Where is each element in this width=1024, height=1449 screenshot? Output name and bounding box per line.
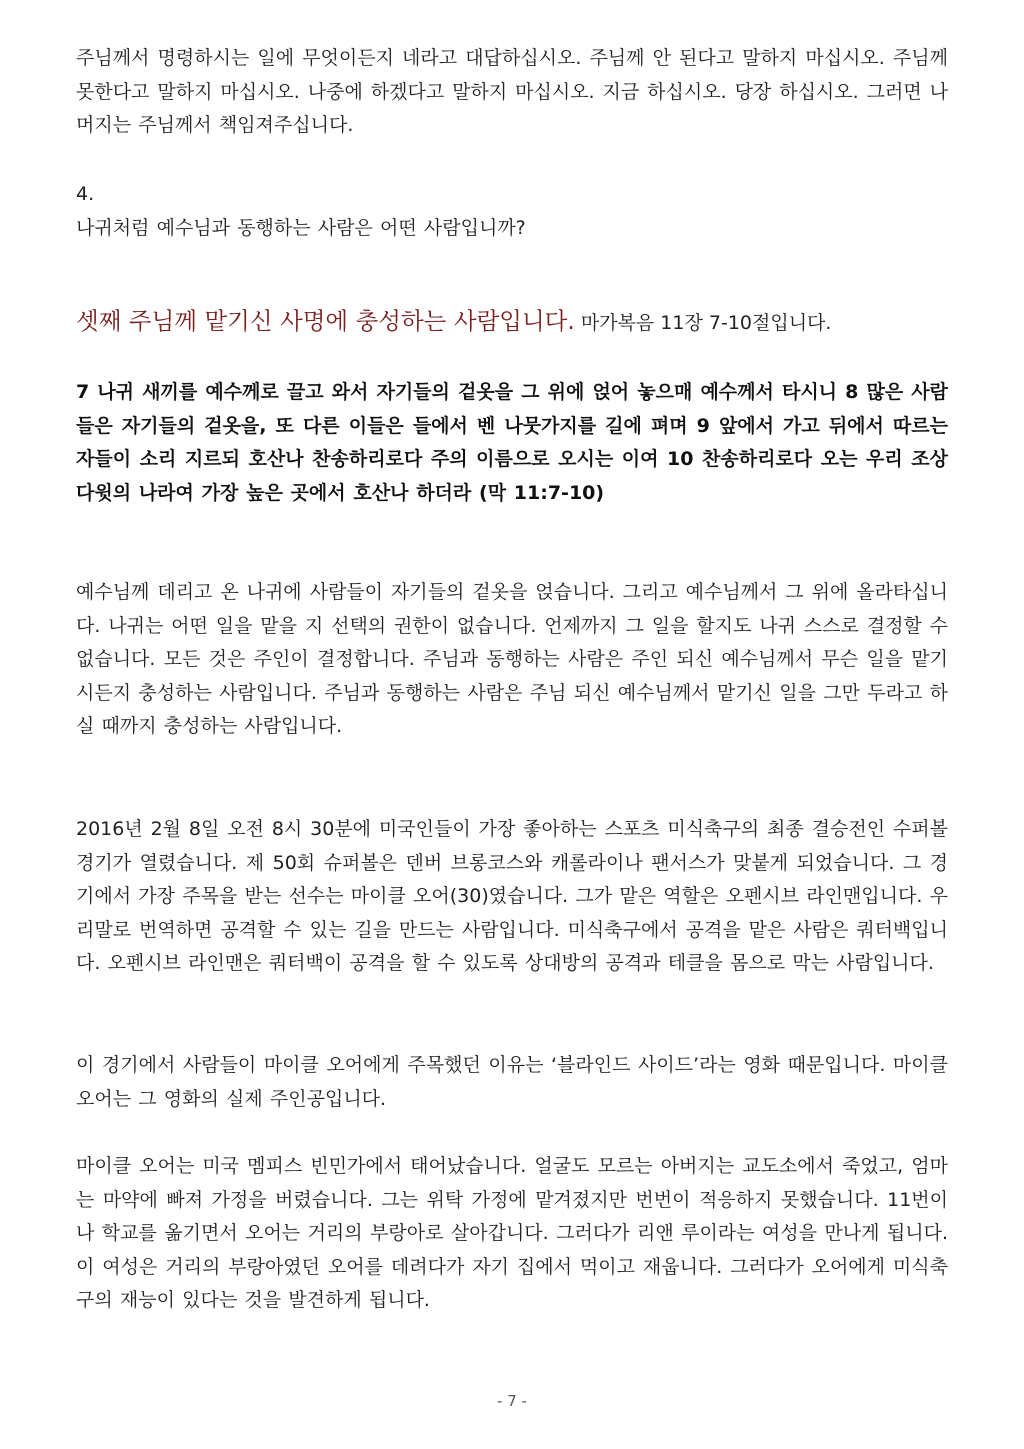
paragraph-michael-oher-story: 마이클 오어는 미국 멤피스 빈민가에서 태어났습니다. 얼굴도 모르는 아버지는 교도소에서 죽었고, 엄마는 마약에 빠져 가정을 버렸습니다. 그는 위탁 가정에 맡겨졌지만 번번이 적응하지 못했습니다. 11번이나 학교를 옮기면서 오어는 거리의 부랑아로 살아갑니다. 그러다가 리앤 루이라는 여성을 만나게 됩니다. 이 여성은 거리의 부랑아였던 오어를 데려다가 자기 집에서 먹이고 재웁니다. 그러다가 오어에게 미식축구의 재능이 있다는 것을 발견하게 됩니다.	[76, 1155, 948, 1312]
paragraph-donkey-service: 예수님께 데리고 온 나귀에 사람들이 자기들의 겉옷을 얹습니다. 그리고 예수님께서 그 위에 올라타십니다. 나귀는 어떤 일을 맡을 지 선택의 권한이 없습니다. 언제까지 그 일을 할지도 나귀 스스로 결정할 수 없습니다. 모든 것은 주인이 결정합니다. 주님과 동행하는 사람은 주인 되신 예수님께서 무슨 일을 맡기시든지 충성하는 사람입니다. 주님과 동행하는 사람은 주님 되신 예수님께서 맡기신 일을 그만 두라고 하실 때까지 충성하는 사람입니다.	[76, 581, 948, 738]
heading-scripture-reference: 마가복음 11장 7-10절입니다.	[580, 312, 832, 334]
heading-title: 셋째 주님께 맡기신 사명에 충성하는 사람입니다.	[76, 307, 575, 335]
paragraph-blind-side: 이 경기에서 사람들이 마이클 오어에게 주목했던 이유는 ‘블라인드 사이드’라는 영화 때문입니다. 마이클 오어는 그 영화의 실제 주인공입니다.	[76, 1054, 948, 1110]
paragraph-super-bowl: 2016년 2월 8일 오전 8시 30분에 미국인들이 가장 좋아하는 스포츠 미식축구의 최종 결승전인 수퍼볼 경기가 열렸습니다. 제 50회 슈퍼볼은 덴버 브롱코스와 캐롤라이나 팬서스가 맞붙게 되었습니다. 그 경기에서 가장 주목을 받는 선수는 마이클 오어(30)였습니다. 그가 맡은 역할은 오펜시브 라인맨입니다. 우리말로 번역하면 공격할 수 있는 길을 만드는 사람입니다. 미식축구에서 공격을 맡은 사람은 쿼터백입니다. 오펜시브 라인맨은 쿼터백이 공격을 할 수 있도록 상대방의 공격과 테클을 몸으로 막는 사람입니다.	[76, 818, 948, 975]
paragraph-obedience: 주님께서 명령하시는 일에 무엇이든지 네라고 대답하십시오. 주님께 안 된다고 말하지 마십시오. 주님께 못한다고 말하지 마십시오. 나중에 하겠다고 말하지 마십시오. 지금 하십시오. 당장 하십시오. 그러면 나머지는 주님께서 책임져주십니다.	[76, 47, 948, 137]
section-question: 나귀처럼 예수님과 동행하는 사람은 어떤 사람입니까?	[76, 217, 526, 239]
page-number: - 7 -	[497, 1392, 527, 1410]
section-number: 4.	[76, 183, 95, 205]
section-heading	[76, 304, 976, 341]
scripture-passage: 7 나귀 새끼를 예수께로 끌고 와서 자기들의 겉옷을 그 위에 얹어 놓으매 예수께서 타시니 8 많은 사람들은 자기들의 겉옷을, 또 다른 이들은 들에서 벤 나뭇가지를 길에 펴며 9 앞에서 가고 뒤에서 따르는 자들이 소리 지르되 호산나 찬송하리로다 주의 이름으로 오시는 이여 10 찬송하리로다 오는 우리 조상 다윗의 나라여 가장 높은 곳에서 호산나 하더라 (막 11:7-10)	[76, 381, 948, 504]
